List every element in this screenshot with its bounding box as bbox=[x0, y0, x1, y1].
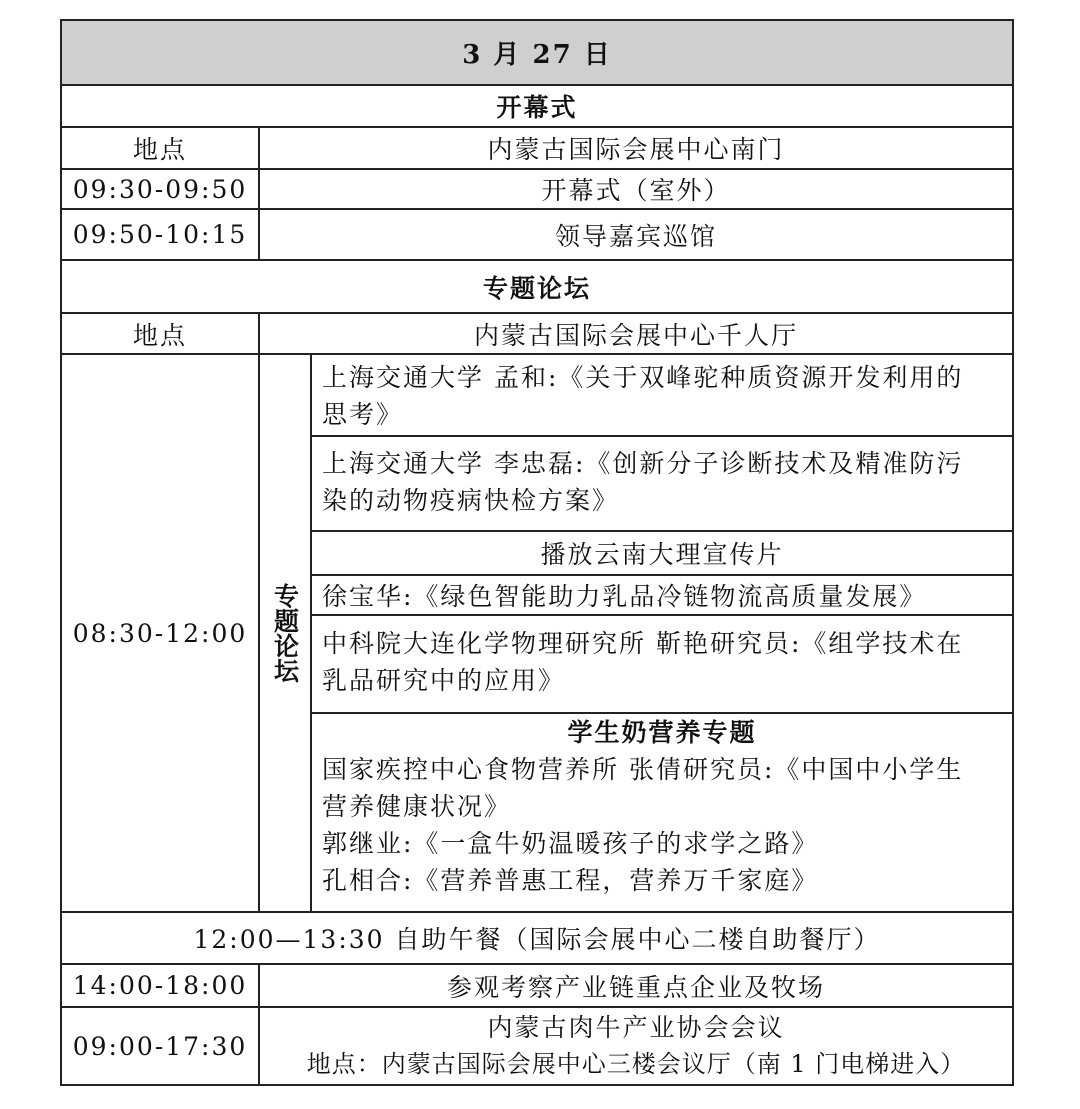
milk-topic-block bbox=[312, 714, 1012, 911]
forum-item-2-line2: 染的动物疫病快检方案》 bbox=[322, 486, 620, 515]
opening-event-2: 领导嘉宾巡馆 bbox=[554, 221, 717, 251]
opening-section-title: 开幕式 bbox=[496, 93, 578, 122]
opening-location: 内蒙古国际会展中心南门 bbox=[487, 135, 785, 164]
opening-time-2: 09:50-10:15 bbox=[72, 220, 248, 249]
afternoon-event-2 bbox=[260, 1008, 1012, 1084]
forum-time: 08:30-12:00 bbox=[72, 618, 248, 648]
forum-side-label: 专题论坛 bbox=[270, 583, 300, 683]
forum-location: 内蒙古国际会展中心千人厅 bbox=[473, 320, 798, 350]
milk-topic-line-3: 郭继业:《一盒牛奶温暖孩子的求学之路》 bbox=[322, 829, 819, 858]
forum-section-title: 专题论坛 bbox=[482, 273, 591, 303]
forum-item-5 bbox=[312, 625, 1012, 711]
forum-item-1-line2: 思考》 bbox=[322, 400, 404, 429]
milk-topic-line-1: 国家疾控中心食物营养所 张倩研究员:《中国中小学生 bbox=[322, 755, 964, 784]
forum-item-4: 徐宝华:《绿色智能助力乳品冷链物流高质量发展》 bbox=[322, 582, 927, 611]
forum-item-1-line1: 上海交通大学 孟和:《关于双峰驼种质资源开发利用的 bbox=[322, 363, 964, 392]
milk-topic-title: 学生奶营养专题 bbox=[567, 718, 757, 747]
opening-location-label: 地点 bbox=[132, 135, 187, 164]
forum-item-2-line1: 上海交通大学 李忠磊:《创新分子诊断技术及精准防污 bbox=[322, 449, 964, 478]
forum-item-5-line1: 中科院大连化学物理研究所 靳艳研究员:《组学技术在 bbox=[322, 629, 964, 658]
afternoon-time-1: 14:00-18:00 bbox=[72, 971, 248, 1000]
lunch-row: 12:00—13:30 自助午餐（国际会展中心二楼自助餐厅） bbox=[193, 925, 881, 954]
date-header: 3 月 27 日 bbox=[62, 21, 1012, 84]
afternoon-event-1: 参观考察产业链重点企业及牧场 bbox=[446, 972, 825, 1002]
forum-item-1 bbox=[312, 359, 1012, 435]
forum-item-2 bbox=[312, 445, 1012, 529]
milk-topic-line-2: 营养健康状况》 bbox=[322, 792, 512, 821]
schedule-table bbox=[60, 19, 1014, 1086]
forum-location-label: 地点 bbox=[132, 320, 187, 350]
opening-event-1: 开幕式（室外） bbox=[541, 176, 731, 205]
milk-topic-line-4: 孔相合:《营养普惠工程，营养万千家庭》 bbox=[322, 866, 819, 895]
afternoon-time-2: 09:00-17:30 bbox=[72, 1031, 248, 1061]
afternoon-event-2-title: 内蒙古肉牛产业协会会议 bbox=[487, 1013, 785, 1042]
forum-item-3: 播放云南大理宣传片 bbox=[540, 540, 784, 569]
afternoon-event-2-location: 地点：内蒙古国际会展中心三楼会议厅（南 1 门电梯进入） bbox=[306, 1050, 966, 1078]
forum-item-5-line2: 乳品研究中的应用》 bbox=[322, 666, 566, 695]
opening-time-1: 09:30-09:50 bbox=[72, 174, 248, 204]
